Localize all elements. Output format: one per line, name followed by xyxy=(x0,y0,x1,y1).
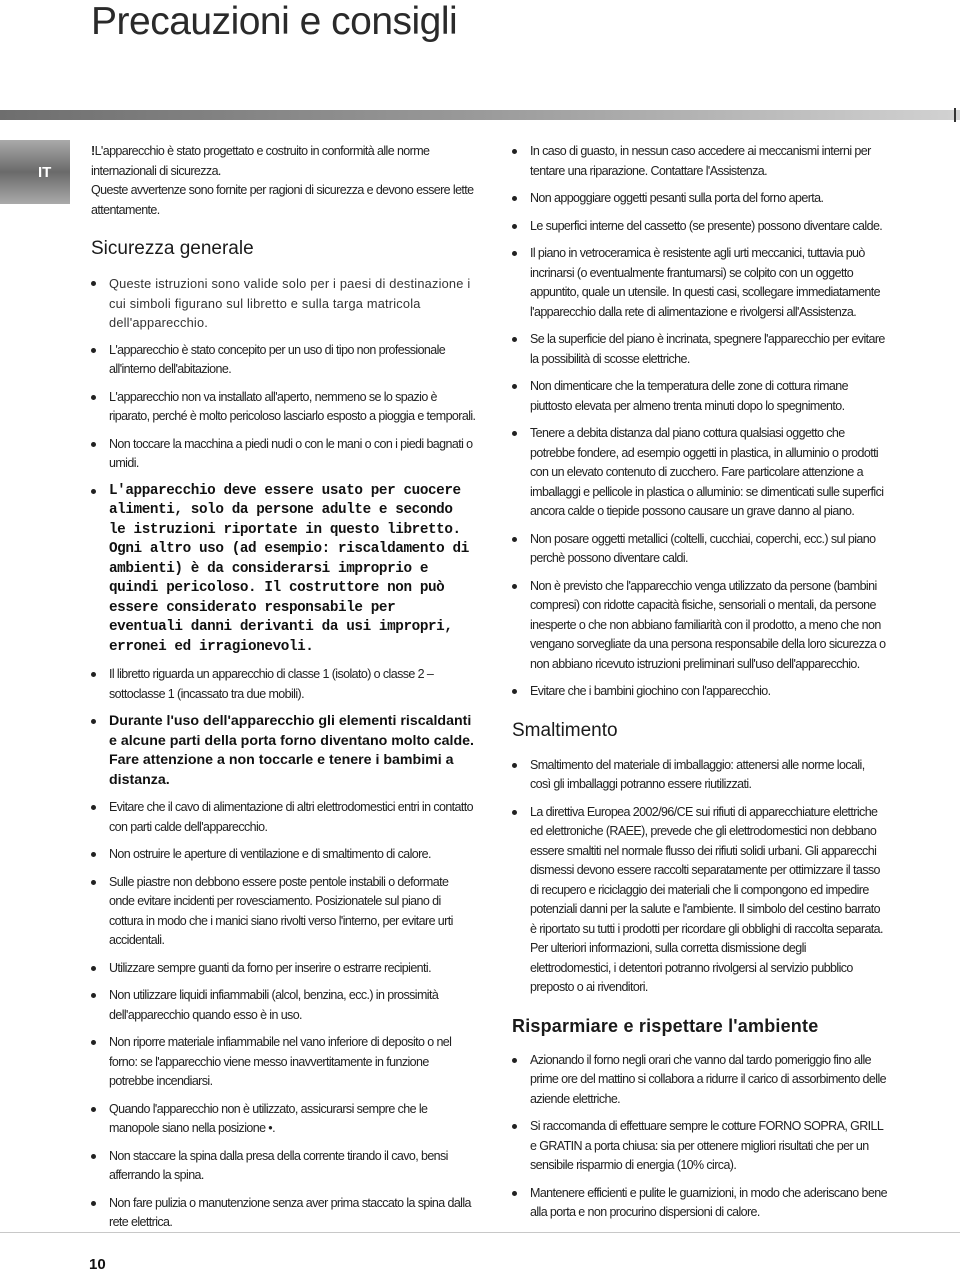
footer-divider xyxy=(0,1232,960,1233)
warning-mark: ! xyxy=(91,144,95,158)
bullet-icon xyxy=(91,442,96,447)
list-item: In caso di guasto, in nessun caso accedere ai meccanismi interni per tentare una riparazione. Contattare l'Assistenza. xyxy=(512,142,887,181)
bullet-icon xyxy=(512,1124,517,1129)
bullet-icon xyxy=(91,1201,96,1206)
bullet-icon xyxy=(91,719,96,724)
bullet-icon xyxy=(91,805,96,810)
bullet-icon xyxy=(512,224,517,229)
list-item: Non è previsto che l'apparecchio venga utilizzato da persone (bambini compresi) con ridotte capacità fisiche, sensoriali o mentali, da persone inesperte o che non abbiano familiarità con il prodotto, a meno che non vengano sorvegliate da una persona responsabile della loro sicurezza o non abbiano ricevuto istruzioni preliminari sull'uso dell'apparecchio. xyxy=(512,577,887,675)
list-item: Non dimenticare che la temperatura delle zone di cottura rimane piuttosto elevata per almeno trenta minuti dopo lo spegnimento. xyxy=(512,377,887,416)
bullet-icon xyxy=(91,1107,96,1112)
list-item: Non ostruire le aperture di ventilazione e di smaltimento di calore. xyxy=(91,845,476,865)
list-item: Utilizzare sempre guanti da forno per inserire o estrarre recipienti. xyxy=(91,959,476,979)
list-item: Si raccomanda di effettuare sempre le cotture FORNO SOPRA, GRILL e GRATIN a porta chiusa: sia per ottenere migliori risultati che per un sensibile risparmio di energia (10% circa). xyxy=(512,1117,887,1176)
heading-sicurezza-generale: Sicurezza generale xyxy=(91,238,254,259)
bullet-icon xyxy=(91,395,96,400)
list-item: Non utilizzare liquidi infiammabili (alcol, benzina, ecc.) in prossimità dell'apparecchio quando esso è in uso. xyxy=(91,986,476,1025)
language-tab xyxy=(0,140,70,204)
right-column xyxy=(512,142,887,1231)
bullet-icon xyxy=(512,689,517,694)
heading-smaltimento: Smaltimento xyxy=(512,719,618,741)
bullet-icon xyxy=(512,1191,517,1196)
header-bar xyxy=(0,110,960,120)
intro-line-2: Queste avvertenze sono fornite per ragioni di sicurezza e devono essere lette attentamente. xyxy=(91,183,474,217)
list-item: Sulle piastre non debbono essere poste pentole instabili o deformate onde evitare incidenti per rovesciamento. Posizionatele sul piano di cottura in modo che i manici siano rivolti verso l'interno, per evitare urti accidentali. xyxy=(91,873,476,951)
intro-warning xyxy=(91,142,476,220)
precauzioni-list xyxy=(512,142,887,702)
list-item: Il libretto riguarda un apparecchio di classe 1 (isolato) o classe 2 – sottoclasse 1 (incassato tra due mobili). xyxy=(91,665,476,704)
bullet-icon xyxy=(512,1058,517,1063)
list-item: La direttiva Europea 2002/96/CE sui rifiuti di apparecchiature elettriche ed elettroniche (RAEE), prevede che gli elettrodomestici non debbano essere smaltiti nel normale flusso dei rifiuti solidi urbani. Gli apparecchi dismessi devono essere raccolti separatamente per ottimizzare il tasso di recupero e riciclaggio dei materiali che li compongono ed impedire potenziali danni per la salute e l'ambiente. Il simbolo del cestino barrato è riportato su tutti i prodotti per ricordare gli obblighi di raccolta separata. Per ulteriori informazioni, sulla corretta dismissione degli elettrodomestici, i detentori potranno rivolgersi al servizio pubblico preposto o ai rivenditori. xyxy=(512,803,887,998)
page-number: 10 xyxy=(89,1256,106,1273)
list-item: Non riporre materiale infiammabile nel vano inferiore di deposito o nel forno: se l'apparecchio viene messo inavvertitamente in funzione potrebbe incendiarsi. xyxy=(91,1033,476,1092)
heading-risparmiare: Risparmiare e rispettare l'ambiente xyxy=(512,1015,819,1036)
list-item: Queste istruzioni sono valide solo per i paesi di destinazione i cui simboli figurano sul libretto e sulla targa matricola dell'apparecchio. xyxy=(91,274,476,333)
bullet-icon xyxy=(91,348,96,353)
list-item: L'apparecchio non va installato all'aperto, nemmeno se lo spazio è riparato, perché è molto pericoloso lasciarlo esposto a pioggia e temporali. xyxy=(91,388,476,427)
list-item: Quando l'apparecchio non è utilizzato, assicurarsi sempre che le manopole siano nella posizione •. xyxy=(91,1100,476,1139)
bullet-icon xyxy=(91,489,96,494)
bullet-icon xyxy=(512,584,517,589)
list-item: Non staccare la spina dalla presa della corrente tirando il cavo, bensi afferrando la spina. xyxy=(91,1147,476,1186)
bullet-icon xyxy=(91,880,96,885)
bullet-icon xyxy=(512,149,517,154)
bullet-icon xyxy=(512,337,517,342)
list-item: Il piano in vetroceramica è resistente agli urti meccanici, tuttavia può incrinarsi (o eventualmente frantumarsi) se colpito con un oggetto appuntito, quale un utensile. In questi casi, scollegare immediatamente l'apparecchio dalla rete di alimentazione e rivolgersi all'Assistenza. xyxy=(512,244,887,322)
list-item: Le superfici interne del cassetto (se presente) possono diventare calde. xyxy=(512,217,887,237)
smaltimento-list xyxy=(512,756,887,998)
list-item: Evitare che i bambini giochino con l'apparecchio. xyxy=(512,682,887,702)
bullet-icon xyxy=(512,431,517,436)
list-item: Durante l'uso dell'apparecchio gli elementi riscaldanti e alcune parti della porta forno diventano molto calde. Fare attenzione a non toccarle e tenere i bambimi a distanza. xyxy=(91,712,476,790)
left-column xyxy=(91,142,476,1241)
bullet-icon xyxy=(91,1154,96,1159)
bullet-icon xyxy=(512,763,517,768)
bullet-icon xyxy=(512,810,517,815)
header-bar-end-mark xyxy=(954,108,956,122)
page-title: Precauzioni e consigli xyxy=(91,0,458,43)
list-item: L'apparecchio deve essere usato per cuocere alimenti, solo da persone adulte e secondo le istruzioni riportate in questo libretto. Ogni altro uso (ad esempio: riscaldamento di ambienti) è da considerarsi improprio e quindi pericoloso. Il costruttore non può essere considerato responsabile per eventuali danni derivanti da usi impropri, erronei ed irragionevoli. xyxy=(91,482,476,658)
list-item: Azionando il forno negli orari che vanno dal tardo pomeriggio fino alle prime ore del mattino si collabora a ridurre il carico di assorbimento delle aziende elettriche. xyxy=(512,1051,887,1110)
list-item: Tenere a debita distanza dal piano cottura qualsiasi oggetto che potrebbe fondere, ad esempio oggetti in plastica, in alluminio o prodotti con un elevato contenuto di zucchero. Fare particolare attenzione a imballaggi e pellicole in plastica o alluminio: se dimenticati sulle superfici ancora calde o tiepide possono causare un grave danno al piano. xyxy=(512,424,887,522)
list-item: Evitare che il cavo di alimentazione di altri elettrodomestici entri in contatto con parti calde dell'apparecchio. xyxy=(91,798,476,837)
risparmiare-list xyxy=(512,1051,887,1223)
bullet-icon xyxy=(512,384,517,389)
bullet-icon xyxy=(512,537,517,542)
bullet-icon xyxy=(91,966,96,971)
list-item: Non fare pulizia o manutenzione senza aver prima staccato la spina dalla rete elettrica. xyxy=(91,1194,476,1233)
bullet-icon xyxy=(91,672,96,677)
bullet-icon xyxy=(91,1040,96,1045)
list-item: Mantenere efficienti e pulite le guarnizioni, in modo che aderiscano bene alla porta e non procurino dispersioni di calore. xyxy=(512,1184,887,1223)
list-item: L'apparecchio è stato concepito per un uso di tipo non professionale all'interno dell'abitazione. xyxy=(91,341,476,380)
bullet-icon xyxy=(91,993,96,998)
intro-line-1: !L'apparecchio è stato progettato e costruito in conformità alle norme internazionali di sicurezza. xyxy=(91,144,430,178)
bullet-icon xyxy=(512,196,517,201)
list-item: Se la superficie del piano è incrinata, spegnere l'apparecchio per evitare la possibilità di scosse elettriche. xyxy=(512,330,887,369)
list-item: Non toccare la macchina a piedi nudi o con le mani o con i piedi bagnati o umidi. xyxy=(91,435,476,474)
sicurezza-list xyxy=(91,274,476,1233)
list-item: Smaltimento del materiale di imballaggio: attenersi alle norme locali, così gli imballaggi potranno essere riutilizzati. xyxy=(512,756,887,795)
list-item: Non appoggiare oggetti pesanti sulla porta del forno aperta. xyxy=(512,189,887,209)
bullet-icon xyxy=(512,251,517,256)
bullet-icon xyxy=(91,281,96,286)
bullet-icon xyxy=(91,852,96,857)
list-item: Non posare oggetti metallici (coltelli, cucchiai, coperchi, ecc.) sul piano perchè possono diventare caldi. xyxy=(512,530,887,569)
language-code: IT xyxy=(38,164,52,181)
